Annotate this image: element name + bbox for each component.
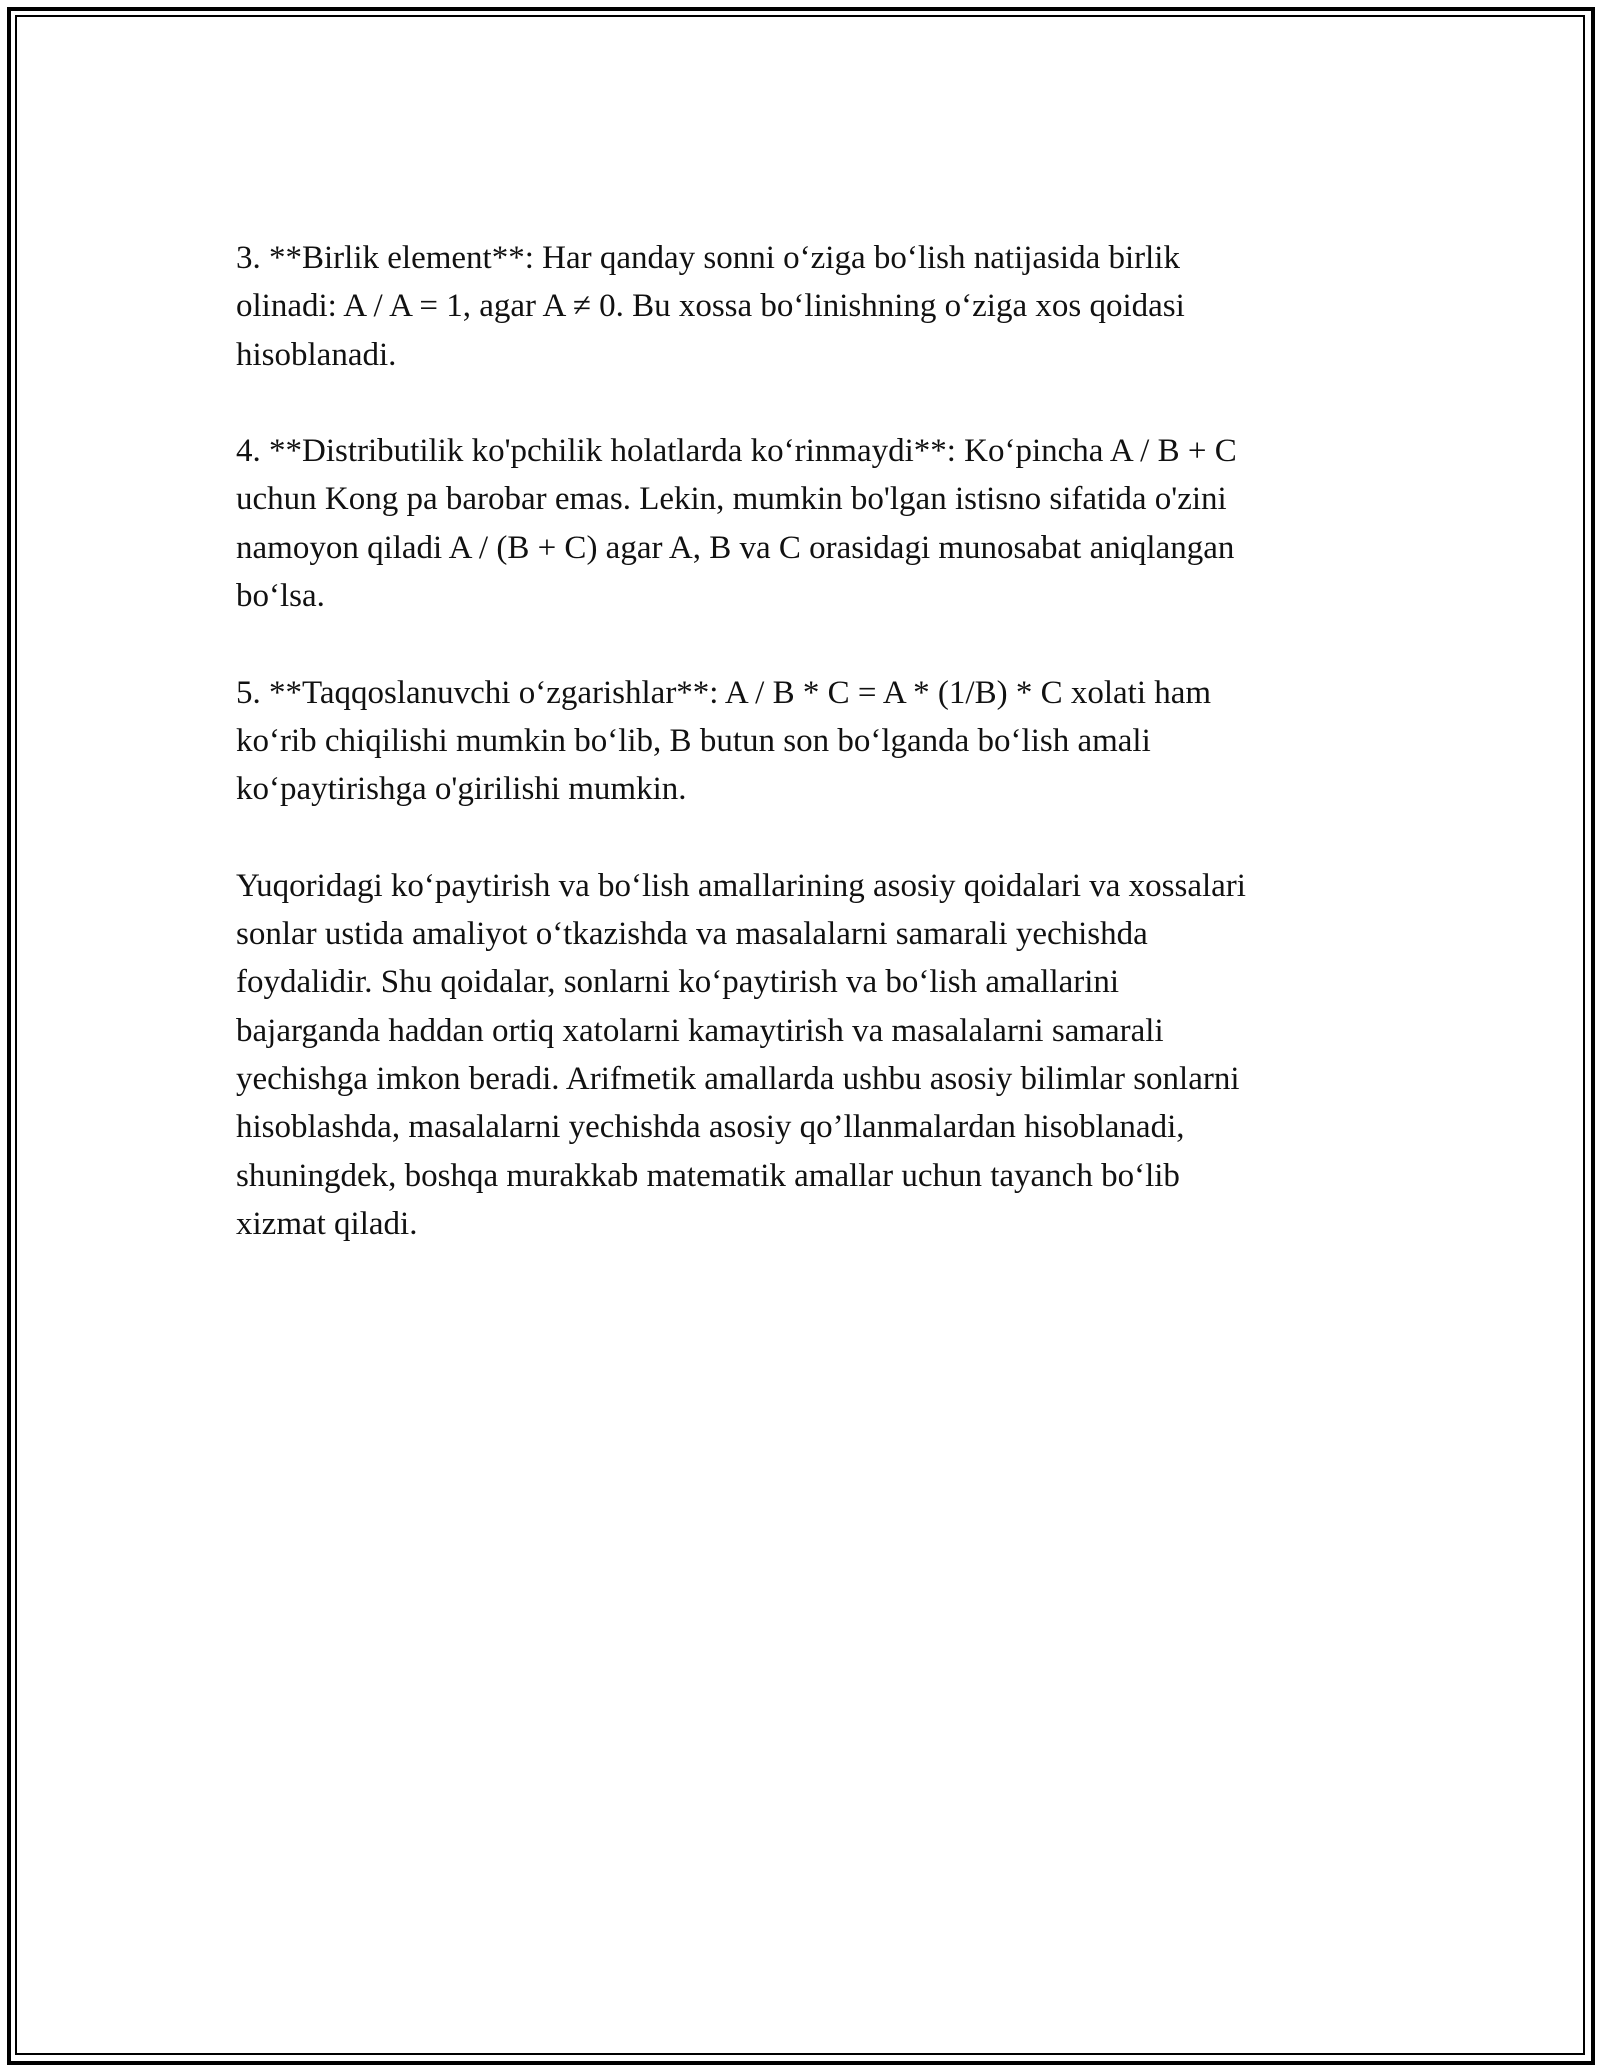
- text-line: uchun Kong pa barobar emas. Lekin, mumkin bo'lgan istisno sifatida o'zini: [236, 481, 1227, 518]
- text-line: xizmat qiladi.: [236, 1205, 418, 1242]
- text-line: bo‘lsa.: [236, 578, 325, 615]
- text-line: 4. **Distributilik ko'pchilik holatlarda ko‘rinmaydi**: Ko‘pincha A / B + C: [236, 433, 1237, 470]
- text-line: 3. **Birlik element**: Har qanday sonni o‘ziga bo‘lish natijasida birlik: [236, 240, 1180, 276]
- text-line: Yuqoridagi ko‘paytirish va bo‘lish amallarining asosiy qoidalari va xossalari: [236, 867, 1246, 904]
- paragraph-birlik-element: [236, 234, 1386, 379]
- text-line: hisoblashda, masalalarni yechishda asosiy qo’llanmalardan hisoblanadi,: [236, 1109, 1185, 1146]
- paragraph-conclusion: [236, 862, 1386, 1248]
- paragraph-taqqoslanuvchi: [236, 669, 1386, 814]
- text-line: bajarganda haddan ortiq xatolarni kamaytirish va masalalarni samarali: [236, 1012, 1164, 1049]
- text-line: ko‘rib chiqilishi mumkin bo‘lib, B butun son bo‘lganda bo‘lish amali: [236, 722, 1151, 759]
- text-line: olinadi: A / A = 1, agar A ≠ 0. Bu xossa bo‘linishning o‘ziga xos qoidasi: [236, 288, 1185, 325]
- text-line: foydalidir. Shu qoidalar, sonlarni ko‘paytirish va bo‘lish amallarini: [236, 964, 1120, 1001]
- document-body: [236, 234, 1386, 1297]
- text-line: sonlar ustida amaliyot o‘tkazishda va masalalarni samarali yechishda: [236, 916, 1148, 953]
- text-line: hisoblanadi.: [236, 336, 397, 373]
- paragraph-distributilik: [236, 427, 1386, 620]
- text-line: 5. **Taqqoslanuvchi o‘zgarishlar**: A / B * C = A * (1/B) * C xolati ham: [236, 674, 1212, 711]
- text-line: shuningdek, boshqa murakkab matematik amallar uchun tayanch bo‘lib: [236, 1157, 1180, 1194]
- text-line: yechishga imkon beradi. Arifmetik amallarda ushbu asosiy bilimlar sonlarni: [236, 1061, 1240, 1098]
- text-line: namoyon qiladi A / (B + C) agar A, B va C orasidagi munosabat aniqlangan: [236, 529, 1235, 566]
- text-line: ko‘paytirishga o'girilishi mumkin.: [236, 771, 687, 808]
